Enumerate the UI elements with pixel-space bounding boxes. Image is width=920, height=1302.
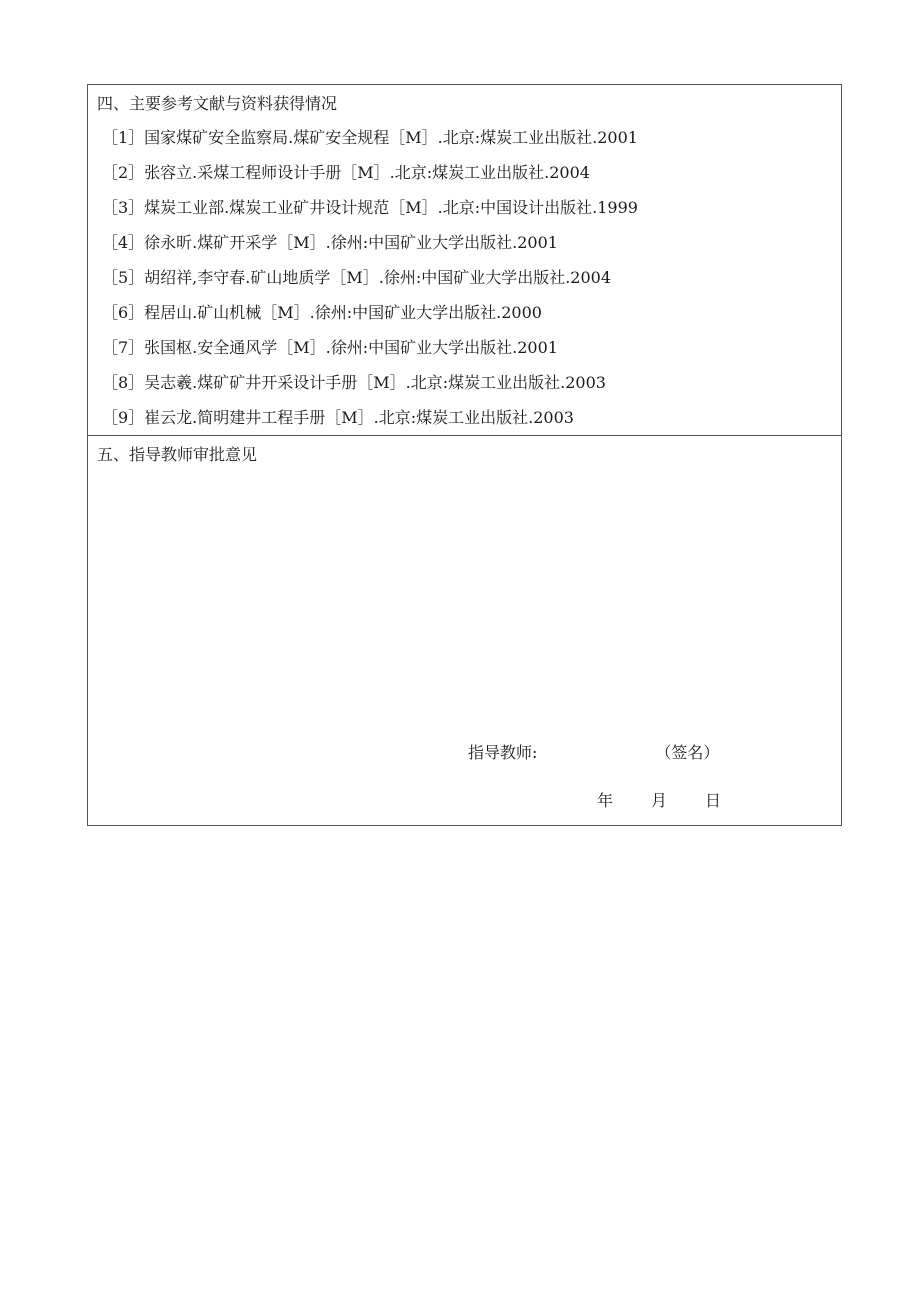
signature-row bbox=[468, 742, 719, 764]
reference-item: ［8］吴志羲.煤矿矿井开采设计手册［M］.北京:煤炭工业出版社.2003 bbox=[102, 373, 606, 392]
reference-item: ［5］胡绍祥,李守春.矿山地质学［M］.徐州:中国矿业大学出版社.2004 bbox=[102, 268, 612, 287]
date-row bbox=[597, 790, 721, 812]
reference-item: ［1］国家煤矿安全监察局.煤矿安全规程［M］.北京:煤炭工业出版社.2001 bbox=[102, 128, 638, 147]
day-label: 日 bbox=[705, 791, 722, 810]
reference-item: ［2］张容立.采煤工程师设计手册［M］.北京:煤炭工业出版社.2004 bbox=[102, 163, 590, 182]
reference-item: ［6］程居山.矿山机械［M］.徐州:中国矿业大学出版社.2000 bbox=[102, 303, 542, 322]
supervisor-label: 指导教师: bbox=[468, 743, 538, 762]
references-heading: 四、主要参考文献与资料获得情况 bbox=[97, 94, 338, 113]
month-label: 月 bbox=[651, 791, 668, 810]
reference-item: ［4］徐永昕.煤矿开采学［M］.徐州:中国矿业大学出版社.2001 bbox=[102, 233, 558, 252]
signature-note: （签名） bbox=[655, 743, 720, 762]
approval-section bbox=[88, 436, 841, 825]
approval-heading: 五、指导教师审批意见 bbox=[97, 445, 258, 464]
reference-item: ［9］崔云龙.简明建井工程手册［M］.北京:煤炭工业出版社.2003 bbox=[102, 408, 574, 427]
reference-list bbox=[102, 127, 638, 442]
reference-item: ［7］张国枢.安全通风学［M］.徐州:中国矿业大学出版社.2001 bbox=[102, 338, 558, 357]
year-label: 年 bbox=[597, 791, 614, 810]
references-section bbox=[88, 85, 841, 436]
review-form-table bbox=[87, 84, 842, 826]
reference-item: ［3］煤炭工业部.煤炭工业矿井设计规范［M］.北京:中国设计出版社.1999 bbox=[102, 198, 638, 217]
